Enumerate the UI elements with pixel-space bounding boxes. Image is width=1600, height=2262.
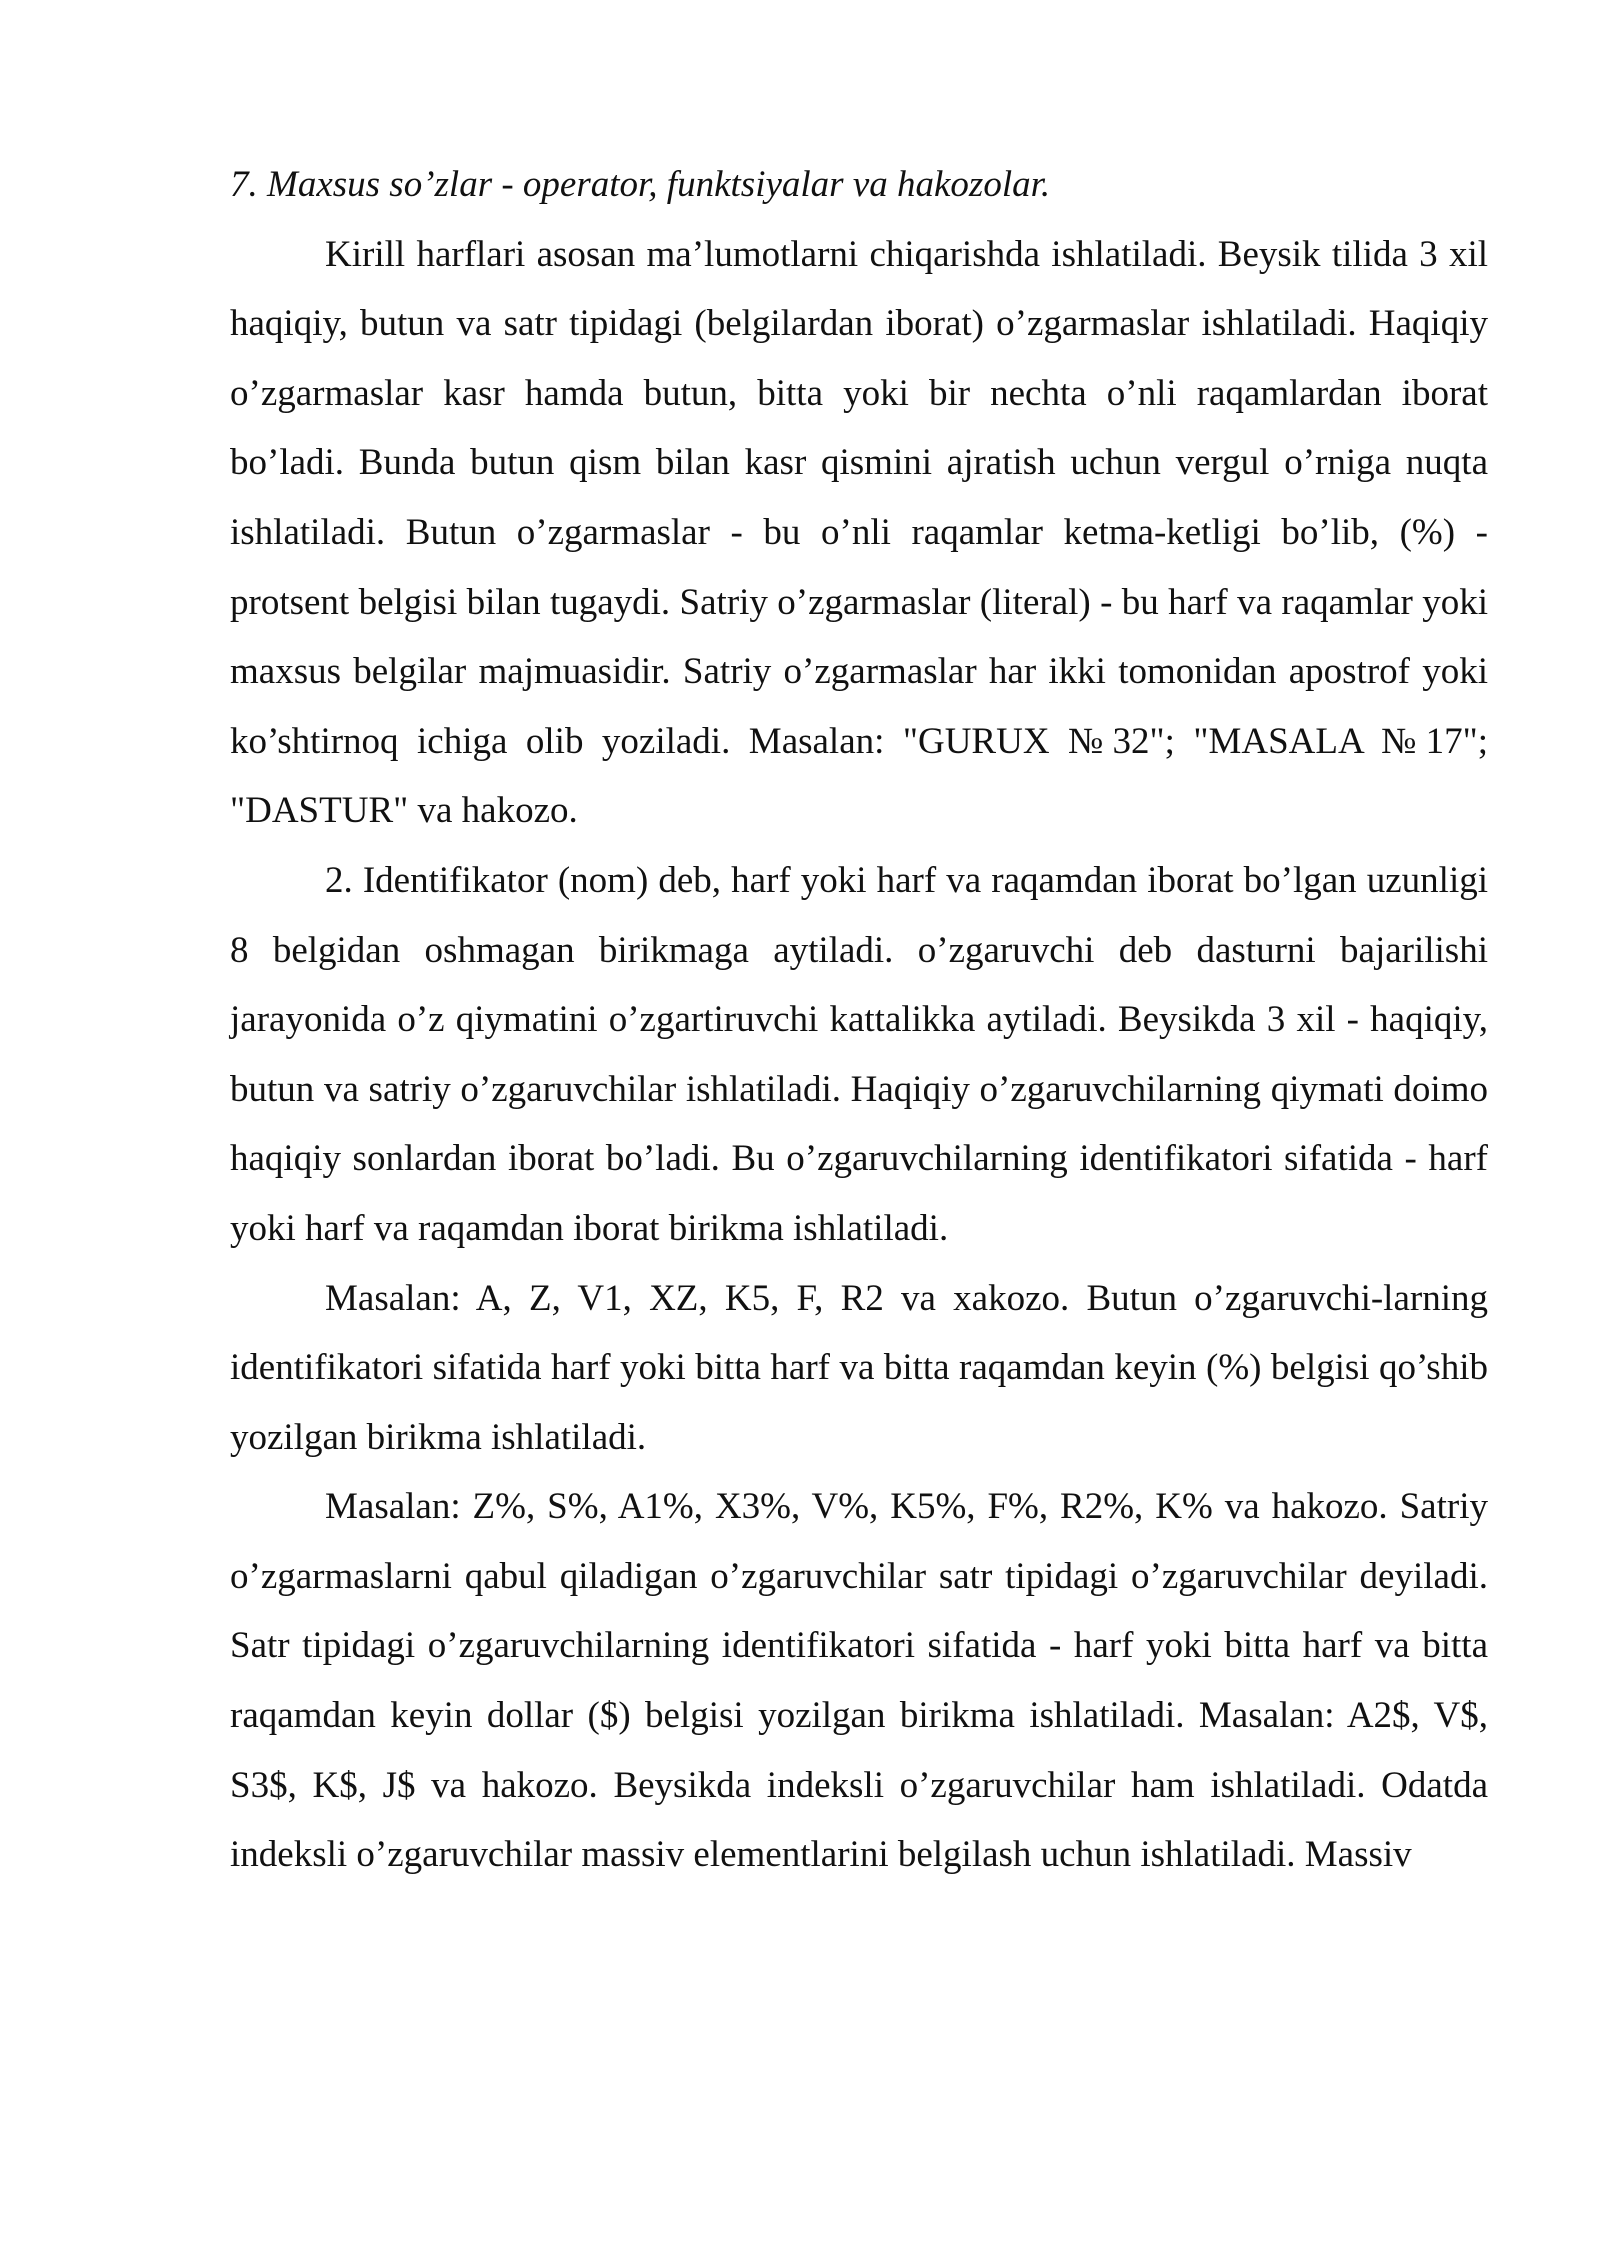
paragraph-string-variables: Masalan: Z%, S%, A1%, X3%, V%, K5%, F%, R2%, K% va hakozo. Satriy o’zgarmaslarni qabul qiladigan o’zgaruvchilar satr tipidagi o’zgaruvchilar deyiladi. Satr tipidagi o’zgaruvchilarning identifikatori sifatida - harf yoki bitta harf va bitta raqamdan keyin dollar ($) belgisi yozilgan birikma ishlatiladi. Masalan: A2$, V$, S3$, K$, J$ va hakozo. Beysikda indeksli o’zgaruvchilar ham ishlatiladi. Odatda indeksli o’zgaruvchilar massiv elementlarini belgilash uchun ishlatiladi. Massiv: [230, 1486, 1488, 1876]
paragraph-constants: Kirill harflari asosan ma’lumotlarni chiqarishda ishlatiladi. Beysik tilida 3 xil haqiqiy, butun va satr tipidagi (belgilardan iborat) o’zgarmaslar ishlatiladi. Haqiqiy o’zgarmaslar kasr hamda butun, bitta yoki bir nechta o’nli raqamlardan iborat bo’ladi. Bunda butun qism bilan kasr qismini ajratish uchun vergul o’rniga nuqta ishlatiladi. Butun o’zgarmaslar - bu o’nli raqamlar ketma-ketligi bo’lib, (%) -protsent belgisi bilan tugaydi. Satriy o’zgarmaslar (literal) - bu harf va raqamlar yoki maxsus belgilar majmuasidir. Satriy o’zgarmaslar har ikki tomonidan apostrof yoki ko’shtirnoq ichiga olib yoziladi. Masalan: "GURUX №32"; "MASALA №17"; "DASTUR" va hakozo.: [230, 233, 1488, 832]
paragraph-integer-variables: Masalan: A, Z, V1, XZ, K5, F, R2 va xakozo. Butun o’zgaruvchi-larning identifikatori sifatida harf yoki bitta harf va bitta raqamdan keyin (%) belgisi qo’shib yozilgan birikma ishlatiladi.: [230, 1277, 1488, 1458]
document-page: [230, 150, 1488, 1890]
section-heading: 7. Maxsus so’zlar - operator, funktsiyalar va hakozolar.: [230, 164, 1051, 205]
paragraph-identifiers: 2. Identifikator (nom) deb, harf yoki harf va raqamdan iborat bo’lgan uzunligi 8 belgidan oshmagan birikmaga aytiladi. o’zgaruvchi deb dasturni bajarilishi jarayonida o’z qiymatini o’zgartiruvchi kattalikka aytiladi. Beysikda 3 xil - haqiqiy, butun va satriy o’zgaruvchilar ishlatiladi. Haqiqiy o’zgaruvchilarning qiymati doimo haqiqiy sonlardan iborat bo’ladi. Bu o’zgaruvchilarning identifikatori sifatida - harf yoki harf va raqamdan iborat birikma ishlatiladi.: [230, 859, 1488, 1249]
